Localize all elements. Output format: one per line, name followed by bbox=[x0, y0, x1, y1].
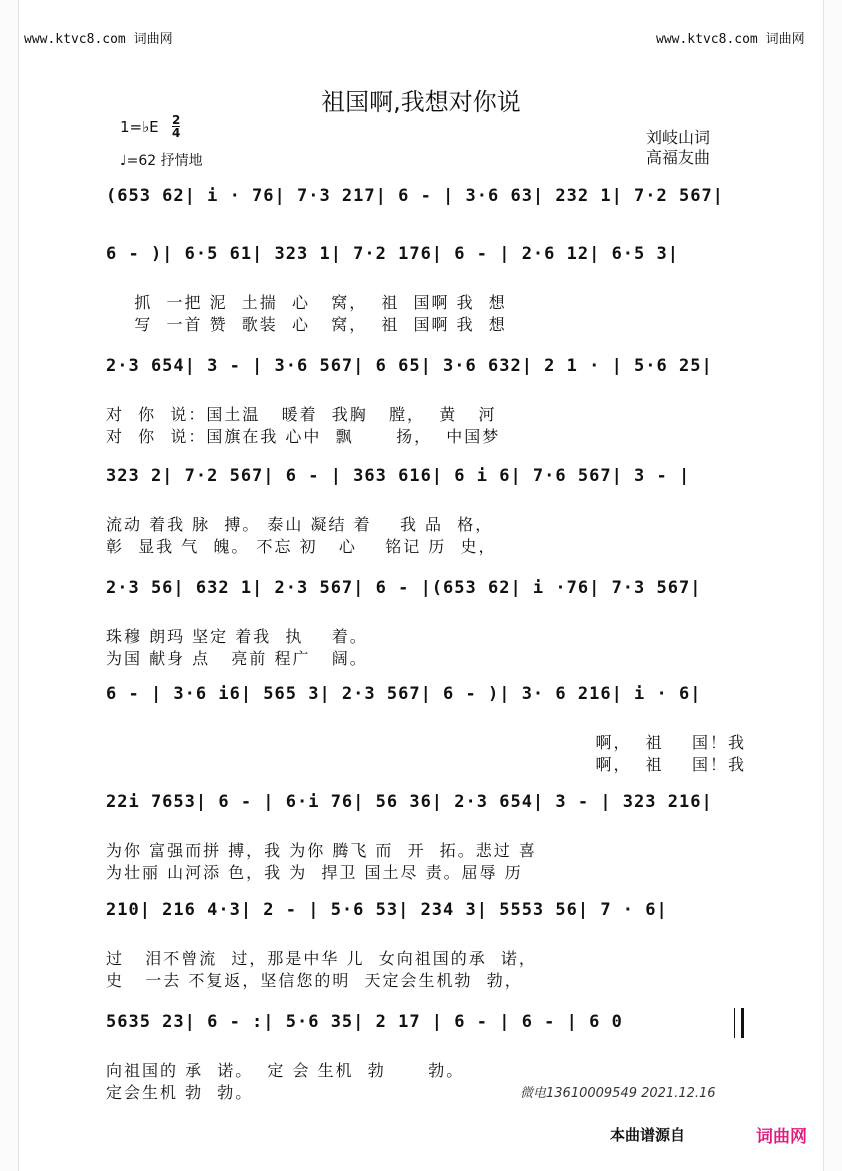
time-signature-bottom: 4 bbox=[172, 126, 181, 140]
notation-line: (653 62| i · 76| 7·3 217| 6 - | 3·6 63| 232 1| 7·2 567| bbox=[106, 186, 724, 206]
lyric-line: 对 你 说：国旗在我 心中 飘 扬， 中国梦 bbox=[106, 427, 501, 446]
lyric-line: 流动 着我 脉 搏。 泰山 凝结 着 我 品 格， bbox=[106, 515, 494, 534]
final-barline bbox=[734, 1008, 744, 1038]
lyric-line: 史 一去 不复返，坚信您的明 天定会生机勃 勃， bbox=[106, 971, 523, 990]
notation-line: 5635 23| 6 - :| 5·6 35| 2 17 | 6 - | 6 - | 6 0 bbox=[106, 1012, 623, 1032]
contact-date: 微电13610009549 2021.12.16 bbox=[520, 1086, 716, 1101]
notation-line: 2·3 56| 632 1| 2·3 567| 6 - |(653 62| i ·76| 7·3 567| bbox=[106, 578, 702, 598]
notation-line: 22i 7653| 6 - | 6·i 76| 56 36| 2·3 654| 3 - | 323 216| bbox=[106, 792, 713, 812]
site-url-left: www.ktvc8.com 词曲网 bbox=[24, 32, 173, 47]
lyric-line: 过 泪不曾流 过，那是中华 儿 女向祖国的承 诺， bbox=[106, 949, 537, 968]
tempo-marking: ♩=62 抒情地 bbox=[120, 153, 203, 169]
lyric-line: 为你 富强而拼 搏，我 为你 腾飞 而 开 拓。悲过 喜 bbox=[106, 841, 537, 860]
lyric-line: 啊， 祖 国！我 bbox=[595, 733, 746, 752]
lyric-line: 彰 显我 气 魄。 不忘 初 心 铭记 历 史， bbox=[106, 537, 497, 556]
notation-line: 6 - | 3·6 i6| 565 3| 2·3 567| 6 - )| 3· 6 216| i · 6| bbox=[106, 684, 702, 704]
right-margin-strip bbox=[823, 0, 842, 1171]
lyric-line: 向祖国的 承 诺。 定 会 生机 勃 勃。 bbox=[106, 1061, 465, 1080]
song-title: 祖国啊,我想对你说 bbox=[321, 88, 521, 116]
lyric-line: 啊， 祖 国！我 bbox=[595, 755, 746, 774]
notation-line: 210| 216 4·3| 2 - | 5·6 53| 234 3| 5553 56| 7 · 6| bbox=[106, 900, 668, 920]
lyric-line: 为国 献身 点 亮前 程广 阔。 bbox=[106, 649, 368, 668]
lyric-line: 为壮丽 山河添 色，我 为 捍卫 国土尽 责。屈辱 历 bbox=[106, 863, 523, 882]
source-label: 本曲谱源自 bbox=[610, 1126, 686, 1144]
credits bbox=[646, 128, 710, 168]
composer: 高福友曲 bbox=[646, 148, 711, 167]
notation-line: 6 - )| 6·5 61| 323 1| 7·2 176| 6 - | 2·6 12| 6·5 3| bbox=[106, 244, 679, 264]
lyric-line: 定会生机 勃 勃。 bbox=[106, 1083, 254, 1102]
time-signature-top: 2 bbox=[172, 113, 181, 127]
notation-line: 2·3 654| 3 - | 3·6 567| 6 65| 3·6 632| 2 1 · | 5·6 25| bbox=[106, 356, 713, 376]
lyric-line: 抓 一把 泥 土揣 心 窝， 祖 国啊 我 想 bbox=[106, 293, 507, 312]
brand-logo-text: 词曲网 bbox=[756, 1127, 807, 1147]
lyricist: 刘岐山词 bbox=[646, 128, 711, 147]
notation-line: 323 2| 7·2 567| 6 - | 363 616| 6 i 6| 7·6 567| 3 - | bbox=[106, 466, 691, 486]
site-url-right: www.ktvc8.com 词曲网 bbox=[656, 32, 805, 47]
time-signature bbox=[172, 114, 180, 139]
lyric-line: 写 一首 赞 歌装 心 窝， 祖 国啊 我 想 bbox=[106, 315, 507, 334]
lyric-line: 珠穆 朗玛 坚定 着我 执 着。 bbox=[106, 627, 368, 646]
left-margin-strip bbox=[0, 0, 19, 1171]
lyric-line: 对 你 说：国土温 暖着 我胸 膛， 黄 河 bbox=[106, 405, 497, 424]
key-signature: 1=♭E bbox=[120, 118, 159, 136]
